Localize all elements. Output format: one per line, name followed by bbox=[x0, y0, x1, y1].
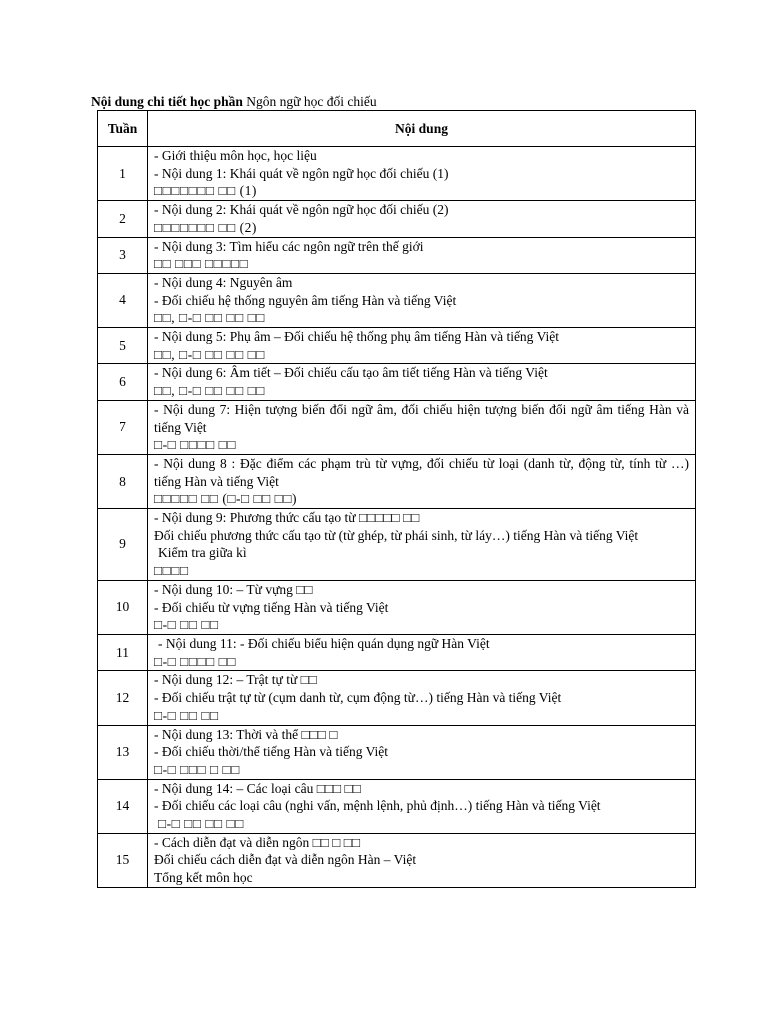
week-content bbox=[148, 671, 696, 725]
content-line: □-□ □□□ □ □□ bbox=[154, 761, 240, 777]
content-line: - Đối chiếu trật tự từ (cụm danh từ, cụm động từ…) tiếng Hàn và tiếng Việt bbox=[154, 690, 562, 706]
content-line: □-□ □□□□ □□ bbox=[154, 653, 236, 669]
content-line: - Đối chiếu thời/thể tiếng Hàn và tiếng Việt bbox=[154, 744, 389, 760]
table-row bbox=[98, 237, 696, 273]
content-line: - Nội dung 6: Âm tiết – Đối chiếu cấu tạo âm tiết tiếng Hàn và tiếng Việt bbox=[154, 365, 548, 381]
week-content bbox=[148, 725, 696, 779]
table-row bbox=[98, 833, 696, 887]
week-number: 3 bbox=[98, 237, 148, 273]
header-content: Nội dung bbox=[148, 111, 696, 147]
content-line: Tổng kết môn học bbox=[154, 870, 253, 886]
table-row bbox=[98, 634, 696, 670]
content-line: Kiểm tra giữa kì bbox=[158, 545, 247, 561]
table-row bbox=[98, 364, 696, 400]
content-line: - Nội dung 9: Phương thức cấu tạo từ □□□□□ □□ bbox=[154, 510, 420, 526]
week-number: 9 bbox=[98, 509, 148, 581]
content-line: - Cách diễn đạt và diễn ngôn □□ □ □□ bbox=[154, 834, 361, 850]
week-number: 6 bbox=[98, 364, 148, 400]
content-line: - Nội dung 13: Thời và thể □□□ □ bbox=[154, 726, 338, 742]
header-week: Tuần bbox=[98, 111, 148, 147]
content-line: □□, □-□ □□ □□ □□ bbox=[154, 383, 265, 399]
content-line: - Giới thiệu môn học, học liệu bbox=[154, 148, 317, 163]
content-line: Đối chiếu cách diễn đạt và diễn ngôn Hàn – Việt bbox=[154, 852, 417, 868]
table-row bbox=[98, 273, 696, 327]
table-row bbox=[98, 779, 696, 833]
week-number: 15 bbox=[98, 833, 148, 887]
content-line: □□□□ bbox=[154, 563, 189, 579]
week-content bbox=[148, 328, 696, 364]
week-content bbox=[148, 509, 696, 581]
week-number: 12 bbox=[98, 671, 148, 725]
content-line: - Nội dung 12: – Trật tự từ □□ bbox=[154, 672, 317, 688]
table-row bbox=[98, 454, 696, 508]
week-content bbox=[148, 634, 696, 670]
content-line: - Nội dung 2: Khái quát về ngôn ngữ học đối chiếu (2) bbox=[154, 202, 449, 218]
week-number: 14 bbox=[98, 779, 148, 833]
content-line: □-□ □□ □□ □□ bbox=[158, 816, 244, 832]
content-line: □-□ □□ □□ bbox=[154, 617, 219, 633]
week-content bbox=[148, 454, 696, 508]
content-line: - Nội dung 11: - Đối chiếu biểu hiện quán dụng ngữ Hàn Việt bbox=[158, 635, 490, 651]
content-line: □-□ □□ □□ bbox=[154, 707, 219, 723]
week-content bbox=[148, 580, 696, 634]
week-number: 7 bbox=[98, 400, 148, 454]
week-number: 2 bbox=[98, 201, 148, 237]
course-content-table bbox=[97, 110, 696, 888]
content-line: - Nội dung 7: Hiện tượng biến đổi ngữ âm, đối chiếu hiện tượng biến đổi ngữ âm tiếng Hàn và tiếng Việt bbox=[154, 401, 689, 435]
content-line: □□, □-□ □□ □□ □□ bbox=[154, 310, 265, 326]
table-row bbox=[98, 147, 696, 201]
week-number: 13 bbox=[98, 725, 148, 779]
content-line: - Đối chiếu các loại câu (nghi vấn, mệnh lệnh, phủ định…) tiếng Hàn và tiếng Việt bbox=[154, 798, 601, 814]
week-content bbox=[148, 364, 696, 400]
content-line: - Nội dung 3: Tìm hiểu các ngôn ngữ trên thế giới bbox=[154, 238, 424, 254]
week-content bbox=[148, 237, 696, 273]
table-row bbox=[98, 725, 696, 779]
content-line: - Nội dung 14: – Các loại câu □□□ □□ bbox=[154, 780, 361, 796]
week-content bbox=[148, 273, 696, 327]
content-line: - Nội dung 10: – Từ vựng □□ bbox=[154, 581, 313, 597]
week-number: 8 bbox=[98, 454, 148, 508]
content-line: - Nội dung 5: Phụ âm – Đối chiếu hệ thống phụ âm tiếng Hàn và tiếng Việt bbox=[154, 329, 559, 345]
table-row bbox=[98, 201, 696, 237]
content-line: - Nội dung 4: Nguyên âm bbox=[154, 274, 293, 290]
week-number: 11 bbox=[98, 634, 148, 670]
week-number: 4 bbox=[98, 273, 148, 327]
table-row bbox=[98, 400, 696, 454]
content-line: □□□□□ □□ (□-□ □□ □□) bbox=[154, 491, 297, 507]
content-line: - Đối chiếu hệ thống nguyên âm tiếng Hàn và tiếng Việt bbox=[154, 292, 457, 308]
document-title-rest: Ngôn ngữ học đối chiếu bbox=[242, 94, 377, 109]
week-content bbox=[148, 833, 696, 887]
content-line: □-□ □□□□ □□ bbox=[154, 437, 236, 453]
week-content bbox=[148, 779, 696, 833]
week-content bbox=[148, 201, 696, 237]
content-line: Đối chiếu phương thức cấu tạo từ (từ ghép, từ phái sinh, từ láy…) tiếng Hàn và tiếng Việt bbox=[154, 527, 639, 543]
week-number: 10 bbox=[98, 580, 148, 634]
content-line: □□, □-□ □□ □□ □□ bbox=[154, 346, 265, 362]
table-row bbox=[98, 328, 696, 364]
content-line: □□ □□□ □□□□□ bbox=[154, 256, 249, 272]
document-title-bold: Nội dung chi tiết học phần bbox=[91, 94, 243, 109]
content-line: - Đối chiếu từ vựng tiếng Hàn và tiếng Việt bbox=[154, 599, 389, 615]
week-number: 1 bbox=[98, 147, 148, 201]
content-line: □□□□□□□ □□ (1) bbox=[154, 183, 257, 199]
week-content bbox=[148, 147, 696, 201]
content-line: - Nội dung 8 : Đặc điểm các phạm trù từ vựng, đối chiếu từ loại (danh từ, động từ, tính từ …) tiếng Hàn và tiếng Việt bbox=[154, 455, 689, 489]
content-line: - Nội dung 1: Khái quát về ngôn ngữ học đối chiếu (1) bbox=[154, 165, 449, 181]
week-content bbox=[148, 400, 696, 454]
document-title bbox=[91, 94, 377, 110]
table-row bbox=[98, 509, 696, 581]
table-row bbox=[98, 671, 696, 725]
week-number: 5 bbox=[98, 328, 148, 364]
table-header-row bbox=[98, 111, 696, 147]
table-row bbox=[98, 580, 696, 634]
content-line: □□□□□□□ □□ (2) bbox=[154, 219, 257, 235]
table-body bbox=[98, 147, 696, 888]
